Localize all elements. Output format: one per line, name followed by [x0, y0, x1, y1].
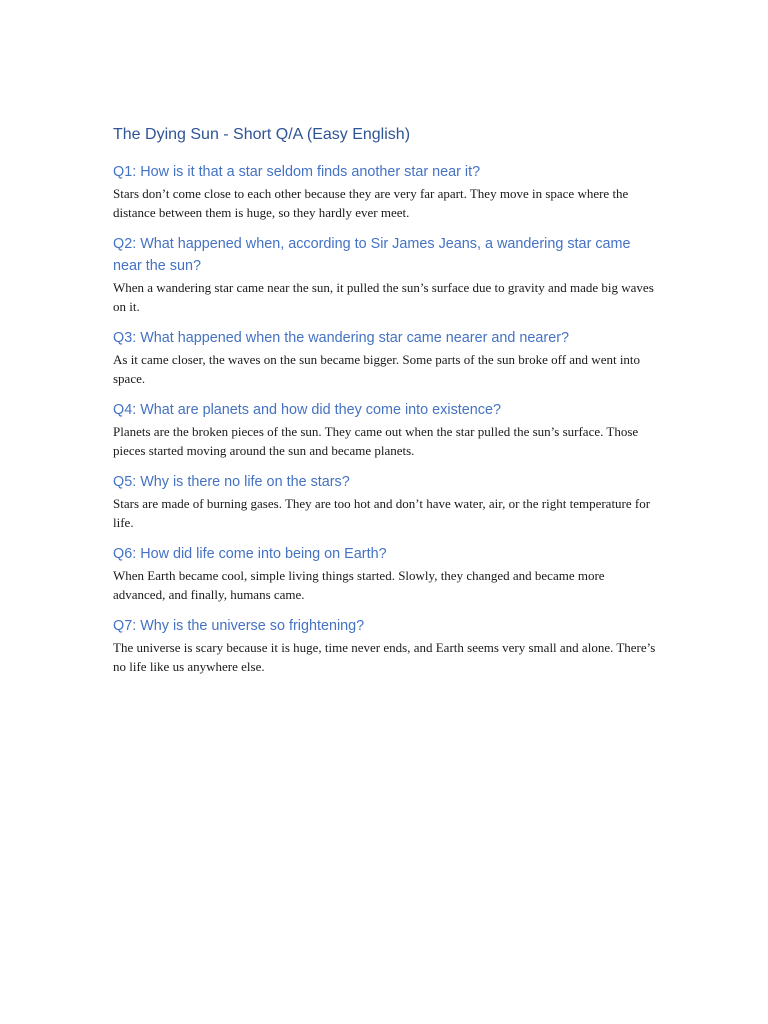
answer-4: Planets are the broken pieces of the sun. They came out when the star pulled the sun’s surface. Those pieces started moving around the sun and became planets.	[113, 424, 639, 458]
answer-3: As it came closer, the waves on the sun became bigger. Some parts of the sun broke off and went into space.	[113, 352, 641, 386]
question-3: Q3: What happened when the wandering star came nearer and nearer?	[113, 330, 569, 346]
document-body	[113, 124, 658, 687]
qa-item-3	[113, 327, 658, 388]
question-6: Q6: How did life come into being on Earth?	[113, 546, 387, 562]
answer-2: When a wandering star came near the sun, it pulled the sun’s surface due to gravity and made big waves on it.	[113, 280, 654, 314]
qa-item-5	[113, 471, 658, 532]
question-7: Q7: Why is the universe so frightening?	[113, 618, 365, 634]
qa-item-7	[113, 615, 658, 676]
question-4: Q4: What are planets and how did they come into existence?	[113, 402, 501, 418]
qa-item-6	[113, 543, 658, 604]
answer-1: Stars don’t come close to each other because they are very far apart. They move in space where the distance between them is huge, so they hardly ever meet.	[113, 186, 629, 220]
answer-6: When Earth became cool, simple living things started. Slowly, they changed and became more advanced, and finally, humans came.	[113, 568, 605, 602]
qa-item-1	[113, 161, 658, 222]
answer-5: Stars are made of burning gases. They are too hot and don’t have water, air, or the right temperature for life.	[113, 496, 651, 530]
document-title: The Dying Sun - Short Q/A (Easy English)	[113, 126, 411, 143]
question-5: Q5: Why is there no life on the stars?	[113, 474, 350, 490]
qa-item-4	[113, 399, 658, 460]
qa-item-2	[113, 233, 658, 316]
answer-7: The universe is scary because it is huge, time never ends, and Earth seems very small and alone. There’s no life like us anywhere else.	[113, 640, 656, 674]
question-2: Q2: What happened when, according to Sir James Jeans, a wandering star came near the sun?	[113, 236, 631, 274]
question-1: Q1: How is it that a star seldom finds another star near it?	[113, 164, 481, 180]
